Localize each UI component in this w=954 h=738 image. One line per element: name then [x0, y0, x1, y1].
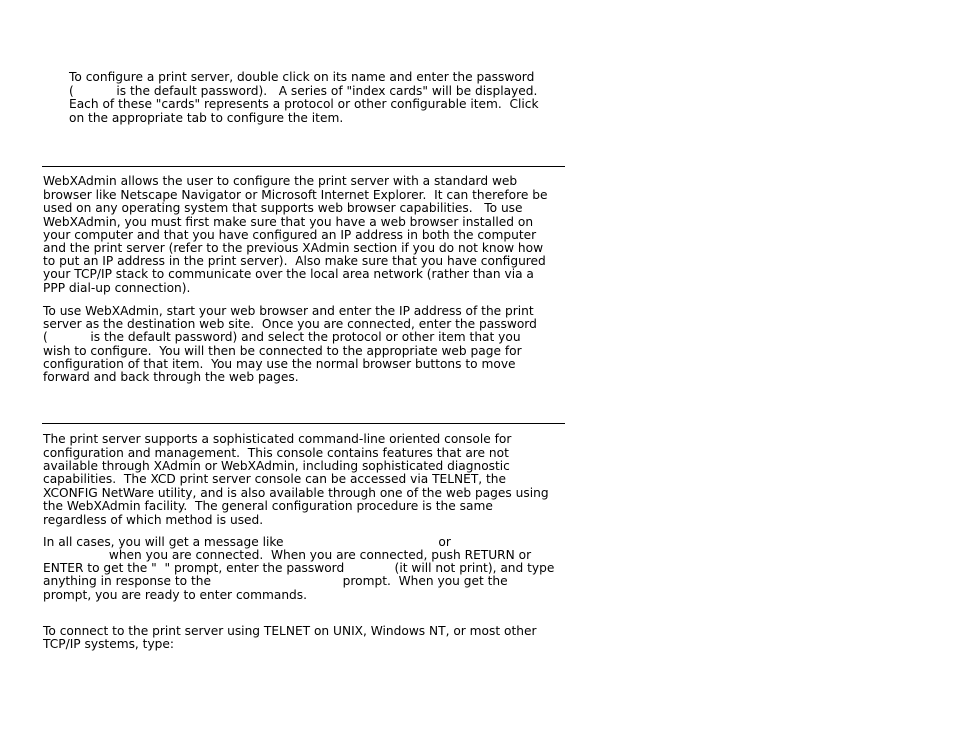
text-line: To use WebXAdmin, start your web browser and enter the IP address of the print	[43, 304, 534, 318]
text-line: anything in response to the prompt. When you get the	[43, 574, 508, 588]
text-line: the WebXAdmin facility. The general configuration procedure is the same	[43, 499, 493, 513]
text-line: and the print server (refer to the previous XAdmin section if you do not know how	[43, 241, 544, 255]
text-line: ( is the default password) and select the protocol or other item that you	[43, 330, 521, 344]
section-divider	[42, 166, 565, 167]
text-line: ENTER to get the " " prompt, enter the password (it will not print), and type	[43, 561, 555, 575]
text-line: configuration of that item. You may use the normal browser buttons to move	[43, 357, 516, 371]
text-line: configuration and management. This console contains features that are not	[43, 446, 509, 460]
text-line: TCP/IP systems, type:	[43, 637, 175, 651]
text-line: regardless of which method is used.	[43, 513, 264, 527]
text-line: on the appropriate tab to configure the item.	[69, 111, 344, 125]
text-line: PPP dial-up connection).	[43, 281, 191, 295]
text-line: To connect to the print server using TELNET on UNIX, Windows NT, or most other	[43, 624, 537, 638]
text-line: XCONFIG NetWare utility, and is also available through one of the web pages using	[43, 486, 549, 500]
text-line: wish to configure. You will then be connected to the appropriate web page for	[43, 344, 522, 358]
text-line: The print server supports a sophisticated command-line oriented console for	[43, 432, 512, 446]
text-line: available through XAdmin or WebXAdmin, including sophisticated diagnostic	[43, 459, 510, 473]
text-line: To configure a print server, double click on its name and enter the password	[69, 70, 535, 84]
text-line: when you are connected. When you are connected, push RETURN or	[43, 548, 532, 562]
text-line: server as the destination web site. Once you are connected, enter the password	[43, 317, 537, 331]
text-line: ( is the default password). A series of "index cards" will be displayed.	[69, 84, 538, 98]
text-line: Each of these "cards" represents a protocol or other configurable item. Click	[69, 97, 539, 111]
text-line: WebXAdmin, you must first make sure that you have a web browser installed on	[43, 215, 534, 229]
text-line: used on any operating system that supports web browser capabilities. To use	[43, 201, 523, 215]
text-line: In all cases, you will get a message like or	[43, 535, 451, 549]
text-line: your TCP/IP stack to communicate over the local area network (rather than via a	[43, 267, 534, 281]
text-line: to put an IP address in the print server). Also make sure that you have configured	[43, 254, 546, 268]
section-divider	[42, 423, 565, 424]
text-line: browser like Netscape Navigator or Microsoft Internet Explorer. It can therefore be	[43, 188, 548, 202]
text-line: capabilities. The XCD print server console can be accessed via TELNET, the	[43, 472, 507, 486]
text-line: forward and back through the web pages.	[43, 370, 299, 384]
text-line: your computer and that you have configured an IP address in both the computer	[43, 228, 537, 242]
text-line: WebXAdmin allows the user to configure the print server with a standard web	[43, 174, 518, 188]
text-line: prompt, you are ready to enter commands.	[43, 588, 308, 602]
